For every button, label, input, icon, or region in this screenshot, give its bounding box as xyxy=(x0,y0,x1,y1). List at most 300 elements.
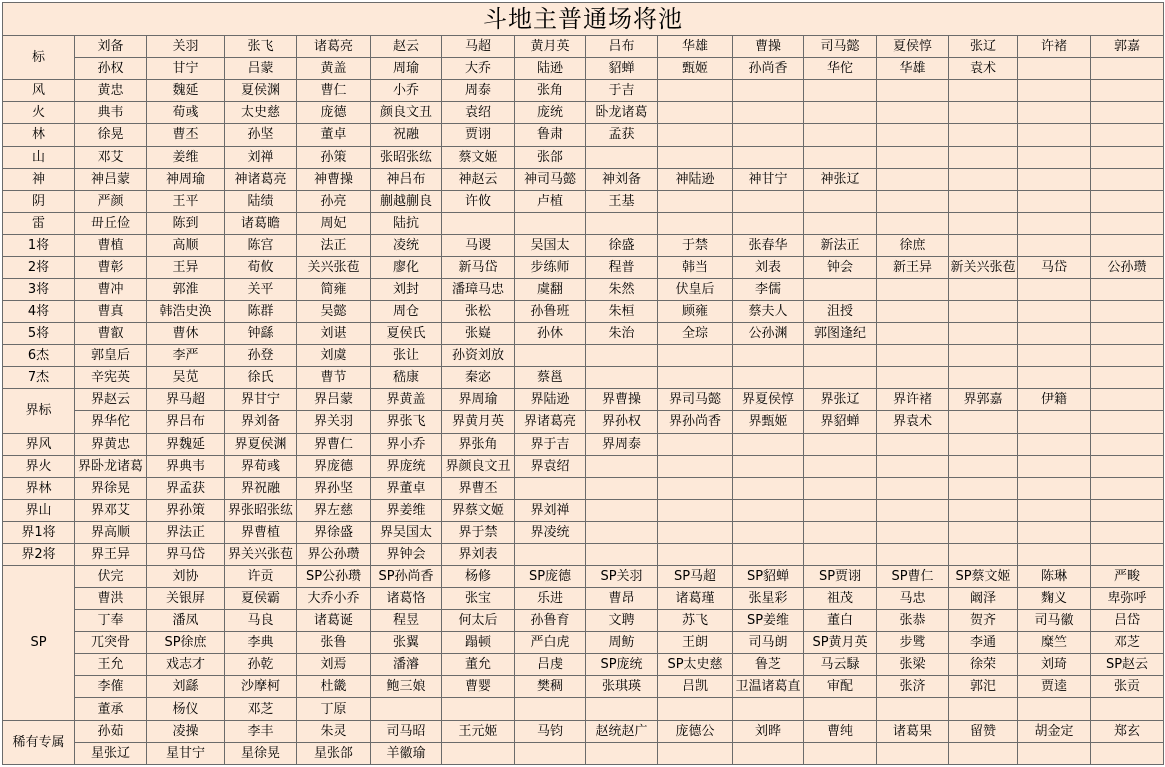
hero-cell: 张郃 xyxy=(515,146,586,168)
hero-cell xyxy=(877,433,949,455)
hero-cell: 郭图逢纪 xyxy=(804,323,877,345)
hero-cell: 关银屏 xyxy=(147,588,225,610)
table-row xyxy=(3,278,1164,300)
hero-cell: 界祝融 xyxy=(225,477,297,499)
hero-cell: 界吴国太 xyxy=(371,521,442,543)
category-label: 标 xyxy=(3,36,75,80)
hero-cell xyxy=(515,345,586,367)
hero-cell: 新法正 xyxy=(804,234,877,256)
hero-cell: 曹仁 xyxy=(297,80,371,102)
hero-cell: 周瑜 xyxy=(371,58,442,80)
hero-cell: 刘封 xyxy=(371,278,442,300)
hero-cell xyxy=(1018,323,1091,345)
hero-cell: 蔡文姬 xyxy=(442,146,515,168)
hero-cell: 神司马懿 xyxy=(515,168,586,190)
hero-cell: 董承 xyxy=(75,698,147,720)
hero-cell xyxy=(1091,301,1164,323)
hero-cell xyxy=(586,212,658,234)
hero-cell: 界赵云 xyxy=(75,389,147,411)
hero-cell: 于吉 xyxy=(586,80,658,102)
hero-cell: 甘宁 xyxy=(147,58,225,80)
hero-cell: 曹昂 xyxy=(586,588,658,610)
hero-cell: 胡金定 xyxy=(1018,720,1091,742)
hero-cell xyxy=(804,521,877,543)
hero-cell: 许褚 xyxy=(1018,36,1091,58)
hero-cell xyxy=(877,80,949,102)
hero-cell: 朱灵 xyxy=(297,720,371,742)
hero-cell xyxy=(949,367,1018,389)
hero-cell: 诸葛瞻 xyxy=(225,212,297,234)
hero-cell: 庞统 xyxy=(515,102,586,124)
hero-cell: 星张辽 xyxy=(75,742,147,764)
hero-cell: 姜维 xyxy=(147,146,225,168)
table-row xyxy=(3,212,1164,234)
hero-cell xyxy=(877,742,949,764)
hero-cell: 界庞统 xyxy=(371,455,442,477)
hero-cell: 周泰 xyxy=(442,80,515,102)
hero-cell: 张星彩 xyxy=(733,588,804,610)
hero-cell: 张角 xyxy=(515,80,586,102)
hero-cell: 界孙权 xyxy=(586,411,658,433)
hero-cell: 马谡 xyxy=(442,234,515,256)
hero-cell xyxy=(804,455,877,477)
category-label: 界山 xyxy=(3,499,75,521)
hero-cell xyxy=(1018,102,1091,124)
hero-cell: 司马昭 xyxy=(371,720,442,742)
hero-cell: 界曹操 xyxy=(586,389,658,411)
hero-cell: 钟繇 xyxy=(225,323,297,345)
hero-cell: 新王异 xyxy=(877,256,949,278)
hero-cell xyxy=(658,455,733,477)
hero-cell xyxy=(1091,411,1164,433)
hero-cell: 司马徽 xyxy=(1018,610,1091,632)
table-row xyxy=(3,698,1164,720)
hero-cell: 界蔡文姬 xyxy=(442,499,515,521)
hero-cell: 伏完 xyxy=(75,566,147,588)
hero-cell: 诸葛果 xyxy=(877,720,949,742)
hero-cell: 周仓 xyxy=(371,301,442,323)
hero-cell: 祝融 xyxy=(371,124,442,146)
hero-cell: 赵云 xyxy=(371,36,442,58)
table-row xyxy=(3,301,1164,323)
hero-cell: 张贡 xyxy=(1091,676,1164,698)
hero-cell xyxy=(877,278,949,300)
hero-cell: 界魏延 xyxy=(147,433,225,455)
hero-cell xyxy=(1018,124,1091,146)
hero-cell: 界周泰 xyxy=(586,433,658,455)
hero-cell xyxy=(1091,190,1164,212)
hero-cell: 王朗 xyxy=(658,632,733,654)
hero-cell: 界司马懿 xyxy=(658,389,733,411)
hero-cell: 关平 xyxy=(225,278,297,300)
hero-cell: 吕虔 xyxy=(515,654,586,676)
table-row xyxy=(3,345,1164,367)
hero-cell: 典韦 xyxy=(75,102,147,124)
hero-cell: 杜畿 xyxy=(297,676,371,698)
hero-cell: 徐荣 xyxy=(949,654,1018,676)
table-row xyxy=(3,566,1164,588)
table-row xyxy=(3,455,1164,477)
hero-cell xyxy=(442,742,515,764)
hero-cell: 界许褚 xyxy=(877,389,949,411)
hero-cell: 荀彧 xyxy=(147,102,225,124)
hero-cell xyxy=(1091,102,1164,124)
category-label: 火 xyxy=(3,102,75,124)
hero-cell xyxy=(949,411,1018,433)
hero-cell: 大乔 xyxy=(442,58,515,80)
hero-cell: 顾雍 xyxy=(658,301,733,323)
hero-cell: 嵇康 xyxy=(371,367,442,389)
table-row xyxy=(3,168,1164,190)
hero-cell xyxy=(877,146,949,168)
hero-cell: 糜竺 xyxy=(1018,632,1091,654)
hero-cell: 苏飞 xyxy=(658,610,733,632)
hero-cell: 朱治 xyxy=(586,323,658,345)
hero-cell xyxy=(733,698,804,720)
hero-cell: 界甘宁 xyxy=(225,389,297,411)
category-label: 山 xyxy=(3,146,75,168)
hero-cell: 神曹操 xyxy=(297,168,371,190)
hero-cell: SP孙尚香 xyxy=(371,566,442,588)
table-row xyxy=(3,477,1164,499)
hero-cell xyxy=(804,345,877,367)
hero-cell: 庞德 xyxy=(297,102,371,124)
hero-cell: 王异 xyxy=(147,256,225,278)
hero-cell: 界颜良文丑 xyxy=(442,455,515,477)
hero-cell: 刘谌 xyxy=(297,323,371,345)
hero-cell xyxy=(586,543,658,565)
hero-cell xyxy=(1091,323,1164,345)
hero-cell: 步练师 xyxy=(515,256,586,278)
hero-cell: SP太史慈 xyxy=(658,654,733,676)
hero-cell: 神刘备 xyxy=(586,168,658,190)
hero-cell: SP贾诩 xyxy=(804,566,877,588)
table-row xyxy=(3,411,1164,433)
hero-cell: 麴义 xyxy=(1018,588,1091,610)
hero-cell xyxy=(949,102,1018,124)
hero-cell: 蹋顿 xyxy=(442,632,515,654)
hero-cell xyxy=(1018,543,1091,565)
hero-cell: 孙亮 xyxy=(297,190,371,212)
hero-cell: 界小乔 xyxy=(371,433,442,455)
hero-cell: 关兴张苞 xyxy=(297,256,371,278)
hero-cell: 曹休 xyxy=(147,323,225,345)
hero-cell: 朱桓 xyxy=(586,301,658,323)
hero-cell: 吴苋 xyxy=(147,367,225,389)
hero-cell: 界刘备 xyxy=(225,411,297,433)
hero-cell: 张嶷 xyxy=(442,323,515,345)
hero-cell xyxy=(1091,367,1164,389)
hero-cell: 郭嘉 xyxy=(1091,36,1164,58)
hero-cell: 刘表 xyxy=(733,256,804,278)
hero-cell: 司马朗 xyxy=(733,632,804,654)
hero-cell xyxy=(1091,521,1164,543)
hero-cell xyxy=(804,146,877,168)
hero-cell: 孙权 xyxy=(75,58,147,80)
hero-cell: 刘备 xyxy=(75,36,147,58)
hero-cell xyxy=(877,698,949,720)
category-label: 界2将 xyxy=(3,543,75,565)
hero-cell: 鲁肃 xyxy=(515,124,586,146)
hero-cell: 孙茹 xyxy=(75,720,147,742)
hero-cell: 简雍 xyxy=(297,278,371,300)
hero-cell xyxy=(1091,146,1164,168)
hero-cell: 朱然 xyxy=(586,278,658,300)
title-row xyxy=(3,3,1164,36)
category-label: 界林 xyxy=(3,477,75,499)
category-label: 界标 xyxy=(3,389,75,433)
table-title: 斗地主普通场将池 xyxy=(3,3,1164,36)
hero-cell xyxy=(949,190,1018,212)
hero-cell: 界黄忠 xyxy=(75,433,147,455)
hero-cell xyxy=(1018,477,1091,499)
hero-cell: 陈群 xyxy=(225,301,297,323)
hero-cell: 董卓 xyxy=(297,124,371,146)
hero-cell: 曹彰 xyxy=(75,256,147,278)
hero-cell xyxy=(804,698,877,720)
hero-cell xyxy=(1091,80,1164,102)
hero-cell: 神赵云 xyxy=(442,168,515,190)
table-row xyxy=(3,742,1164,764)
hero-cell: 大乔小乔 xyxy=(297,588,371,610)
hero-cell: 诸葛瑾 xyxy=(658,588,733,610)
hero-cell: 何太后 xyxy=(442,610,515,632)
hero-cell: 王允 xyxy=(75,654,147,676)
hero-cell: 张让 xyxy=(371,345,442,367)
hero-cell: 徐氏 xyxy=(225,367,297,389)
hero-cell: 兀突骨 xyxy=(75,632,147,654)
hero-cell: 董白 xyxy=(804,610,877,632)
hero-cell: 刘繇 xyxy=(147,676,225,698)
hero-cell: 张宝 xyxy=(442,588,515,610)
hero-cell xyxy=(949,433,1018,455)
hero-cell: 全琮 xyxy=(658,323,733,345)
hero-cell xyxy=(877,190,949,212)
hero-cell: 郭汜 xyxy=(949,676,1018,698)
table-row xyxy=(3,499,1164,521)
hero-cell: 曹婴 xyxy=(442,676,515,698)
hero-cell xyxy=(733,477,804,499)
table-row xyxy=(3,80,1164,102)
hero-cell: 界华佗 xyxy=(75,411,147,433)
hero-cell: 界徐盛 xyxy=(297,521,371,543)
hero-cell xyxy=(586,477,658,499)
hero-cell: 马良 xyxy=(225,610,297,632)
hero-cell: SP马超 xyxy=(658,566,733,588)
hero-cell xyxy=(877,345,949,367)
hero-cell: 星张郃 xyxy=(297,742,371,764)
hero-cell: 廖化 xyxy=(371,256,442,278)
hero-cell xyxy=(658,146,733,168)
category-label: 林 xyxy=(3,124,75,146)
hero-cell: 严白虎 xyxy=(515,632,586,654)
hero-cell: 袁绍 xyxy=(442,102,515,124)
hero-cell: 曹洪 xyxy=(75,588,147,610)
hero-cell xyxy=(877,477,949,499)
hero-cell xyxy=(1018,345,1091,367)
category-label: 5将 xyxy=(3,323,75,345)
hero-cell xyxy=(1091,234,1164,256)
hero-cell: 李严 xyxy=(147,345,225,367)
hero-cell: 界荀彧 xyxy=(225,455,297,477)
category-label: 界1将 xyxy=(3,521,75,543)
hero-cell: 沮授 xyxy=(804,301,877,323)
hero-cell: 祖茂 xyxy=(804,588,877,610)
hero-cell: 曹植 xyxy=(75,234,147,256)
hero-cell: SP徐庶 xyxy=(147,632,225,654)
hero-cell xyxy=(658,698,733,720)
hero-cell xyxy=(949,80,1018,102)
hero-cell: 孟获 xyxy=(586,124,658,146)
category-label: 稀有专属 xyxy=(3,720,75,764)
hero-cell: 新关兴张苞 xyxy=(949,256,1018,278)
hero-cell: 荀攸 xyxy=(225,256,297,278)
hero-cell: 界张飞 xyxy=(371,411,442,433)
hero-cell: 界甄姬 xyxy=(733,411,804,433)
hero-cell: 贾诩 xyxy=(442,124,515,146)
hero-cell xyxy=(804,543,877,565)
hero-cell: 陈琳 xyxy=(1018,566,1091,588)
table-row xyxy=(3,323,1164,345)
table-row xyxy=(3,190,1164,212)
hero-cell xyxy=(804,212,877,234)
hero-cell xyxy=(1018,212,1091,234)
hero-cell: 界孙尚香 xyxy=(658,411,733,433)
hero-cell xyxy=(586,367,658,389)
hero-cell xyxy=(733,455,804,477)
hero-cell xyxy=(1091,499,1164,521)
hero-cell: 界吕布 xyxy=(147,411,225,433)
table-row xyxy=(3,433,1164,455)
hero-cell: 界关兴张苞 xyxy=(225,543,297,565)
hero-cell: 界孙坚 xyxy=(297,477,371,499)
hero-cell: 步骘 xyxy=(877,632,949,654)
hero-cell xyxy=(1018,698,1091,720)
hero-cell xyxy=(804,278,877,300)
hero-cell xyxy=(1018,168,1091,190)
hero-cell: 张鲁 xyxy=(297,632,371,654)
hero-cell: 孙乾 xyxy=(225,654,297,676)
hero-cell: 伏皇后 xyxy=(658,278,733,300)
hero-cell: 严颜 xyxy=(75,190,147,212)
hero-cell: 马超 xyxy=(442,36,515,58)
hero-cell xyxy=(949,543,1018,565)
hero-cell: 界刘禅 xyxy=(515,499,586,521)
hero-cell: 杨修 xyxy=(442,566,515,588)
hero-cell: 张梁 xyxy=(877,654,949,676)
hero-cell: 韩浩史涣 xyxy=(147,301,225,323)
category-label: 阴 xyxy=(3,190,75,212)
hero-cell: 界黄盖 xyxy=(371,389,442,411)
hero-cell: 乐进 xyxy=(515,588,586,610)
hero-cell: 黄盖 xyxy=(297,58,371,80)
hero-cell xyxy=(586,499,658,521)
hero-cell: 陆抗 xyxy=(371,212,442,234)
hero-cell: 界王异 xyxy=(75,543,147,565)
hero-cell xyxy=(1091,124,1164,146)
hero-cell xyxy=(949,521,1018,543)
hero-cell: 界关羽 xyxy=(297,411,371,433)
hero-cell: 丁奉 xyxy=(75,610,147,632)
hero-cell: 界法正 xyxy=(147,521,225,543)
hero-cell xyxy=(733,345,804,367)
hero-cell: 邓艾 xyxy=(75,146,147,168)
hero-cell: 孙登 xyxy=(225,345,297,367)
hero-cell xyxy=(586,345,658,367)
table-row xyxy=(3,234,1164,256)
hero-cell: 界孙策 xyxy=(147,499,225,521)
hero-cell xyxy=(949,742,1018,764)
hero-cell xyxy=(733,124,804,146)
hero-cell xyxy=(1091,278,1164,300)
hero-cell: 秦宓 xyxy=(442,367,515,389)
hero-cell: 樊稠 xyxy=(515,676,586,698)
hero-cell xyxy=(804,433,877,455)
hero-cell: 郭皇后 xyxy=(75,345,147,367)
hero-cell: 辛宪英 xyxy=(75,367,147,389)
hero-cell xyxy=(733,80,804,102)
hero-cell xyxy=(804,190,877,212)
hero-cell xyxy=(1018,455,1091,477)
hero-cell: 界公孙瓒 xyxy=(297,543,371,565)
category-label: 7杰 xyxy=(3,367,75,389)
hero-cell xyxy=(1018,499,1091,521)
hero-cell xyxy=(733,146,804,168)
hero-cell: 卫温诸葛直 xyxy=(733,676,804,698)
hero-cell xyxy=(949,455,1018,477)
hero-cell xyxy=(515,742,586,764)
hero-cell xyxy=(877,168,949,190)
hero-cell: 蒯越蒯良 xyxy=(371,190,442,212)
hero-cell: 曹叡 xyxy=(75,323,147,345)
hero-cell xyxy=(804,477,877,499)
hero-cell xyxy=(658,190,733,212)
hero-cell: 李典 xyxy=(225,632,297,654)
hero-cell: 贾逵 xyxy=(1018,676,1091,698)
hero-cell: 黄月英 xyxy=(515,36,586,58)
hero-cell: 鲁芝 xyxy=(733,654,804,676)
hero-cell xyxy=(1018,521,1091,543)
hero-cell: 界貂蝉 xyxy=(804,411,877,433)
hero-cell: 界陆逊 xyxy=(515,389,586,411)
hero-cell xyxy=(949,234,1018,256)
table-row xyxy=(3,367,1164,389)
hero-cell xyxy=(949,212,1018,234)
table-row xyxy=(3,632,1164,654)
hero-cell: SP庞德 xyxy=(515,566,586,588)
hero-cell: SP庞统 xyxy=(586,654,658,676)
hero-cell: 袁术 xyxy=(949,58,1018,80)
hero-cell xyxy=(1018,234,1091,256)
hero-cell: 诸葛恪 xyxy=(371,588,442,610)
hero-cell xyxy=(1091,742,1164,764)
hero-cell xyxy=(658,124,733,146)
hero-cell xyxy=(1091,433,1164,455)
hero-cell xyxy=(733,499,804,521)
hero-cell xyxy=(442,698,515,720)
hero-cell xyxy=(1018,742,1091,764)
category-label: 6杰 xyxy=(3,345,75,367)
hero-cell: 王基 xyxy=(586,190,658,212)
hero-cell: 赵统赵广 xyxy=(586,720,658,742)
hero-cell xyxy=(1091,477,1164,499)
category-label: 界火 xyxy=(3,455,75,477)
hero-cell: 界徐晃 xyxy=(75,477,147,499)
hero-cell: 孙休 xyxy=(515,323,586,345)
hero-cell: 潘璋马忠 xyxy=(442,278,515,300)
hero-cell xyxy=(877,102,949,124)
hero-cell: 吕布 xyxy=(586,36,658,58)
